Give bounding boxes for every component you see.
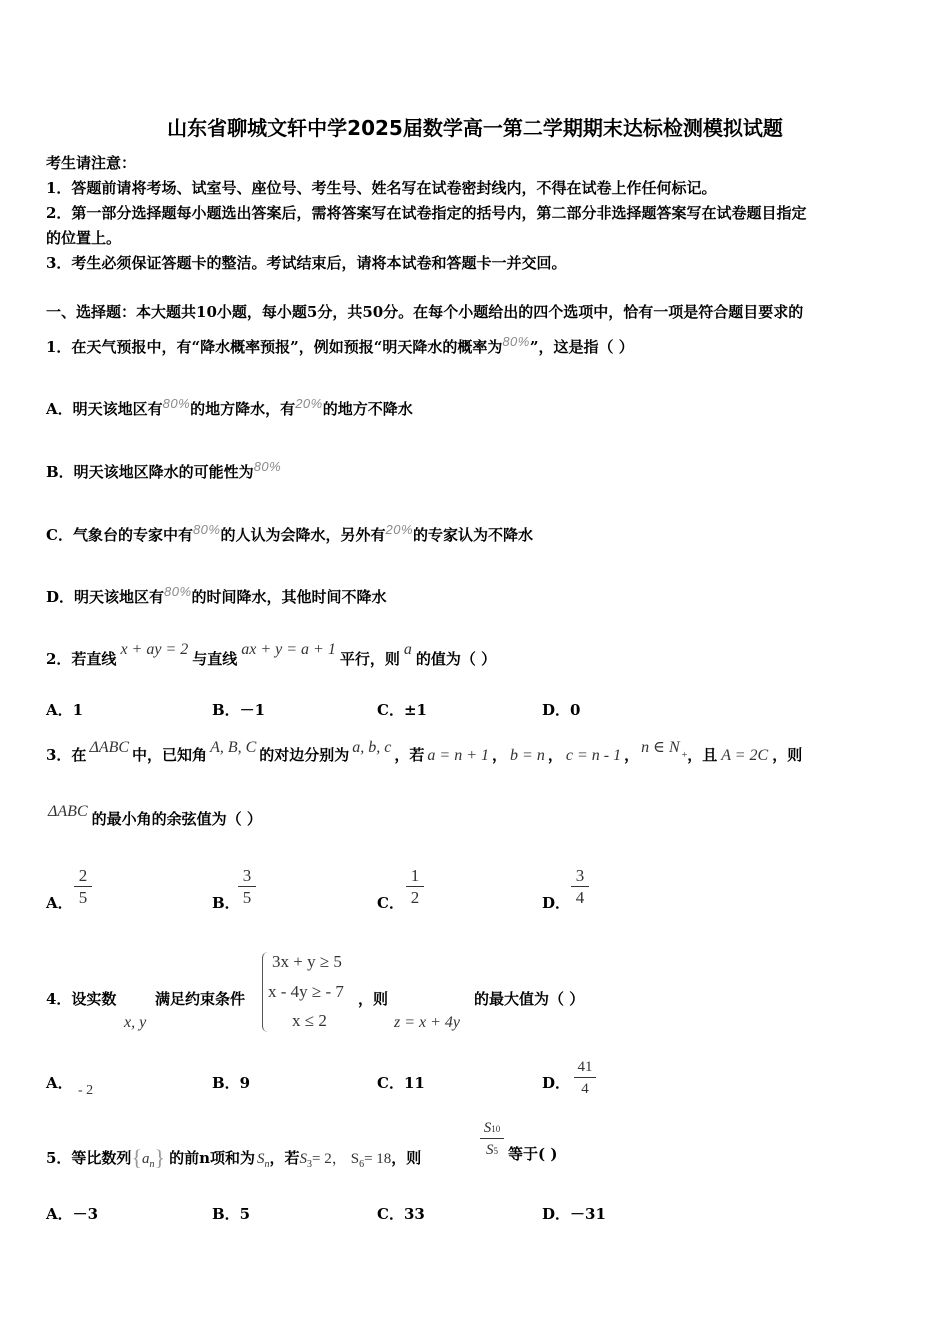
- question-1-option-c[interactable]: [46, 524, 533, 545]
- condition-n: n ∈ N: [641, 739, 680, 756]
- question-2-option-c[interactable]: C．±1: [377, 701, 427, 719]
- condition-a: a = n + 1: [427, 747, 490, 764]
- s3-value: = 2，: [312, 1151, 347, 1167]
- question-2-text: 2．若直线: [46, 650, 117, 668]
- question-5-option-a[interactable]: A．－3: [46, 1205, 99, 1223]
- question-5-option-b[interactable]: B．5: [212, 1205, 251, 1223]
- question-2-text: 与直线: [192, 650, 238, 668]
- question-3-text-end: 的最小角的余弦值为（ ）: [91, 810, 262, 828]
- triangle-symbol: ΔABC: [48, 803, 88, 820]
- option-text: B．明天该地区降水的可能性为: [46, 463, 254, 481]
- question-3-text: 的对边分别为: [259, 746, 350, 764]
- s6-value: = 18: [364, 1151, 392, 1167]
- triangle-symbol: ΔABC: [89, 739, 130, 756]
- percent-value: 20%: [295, 396, 323, 411]
- question-1-stem: [46, 336, 634, 357]
- question-2-option-d[interactable]: D．0: [542, 701, 581, 719]
- notice-item-2: 2．第一部分选择题每小题选出答案后，需将答案写在试卷指定的括号内，第二部分非选择题答案写在试卷题目指定: [46, 204, 807, 222]
- option-text: 的地方不降水: [322, 400, 413, 418]
- question-4-option-a[interactable]: A．: [46, 1074, 73, 1092]
- question-5-text: ，则: [391, 1149, 422, 1167]
- percent-value: 80%: [162, 396, 191, 411]
- question-4-text: ，则: [358, 990, 389, 1008]
- question-3-stem: 3．在 ΔABC 中，已知角 A, B, C 的对边分别为 a, b, c ，若 a = n + 1 ， b = n ， c = n - 1 ， n ∈ N +，且 A = 2C ，则: [46, 739, 803, 764]
- fraction-two-fifths: 2 5: [72, 866, 94, 907]
- question-3-text: 3．在: [46, 746, 87, 764]
- question-4-option-c[interactable]: C．11: [377, 1074, 425, 1092]
- question-3-option-b[interactable]: B．: [212, 894, 240, 912]
- subscript-n: n: [264, 1159, 270, 1170]
- constraint-2: x - 4y ≥ - 7: [268, 982, 344, 1001]
- question-3-text: 中，已知角: [132, 746, 208, 764]
- percent-value: 80%: [253, 459, 282, 474]
- condition-c: c = n - 1: [565, 747, 622, 764]
- option-text: D．明天该地区有: [46, 588, 165, 606]
- sides: a, b, c: [352, 739, 392, 756]
- option-a-value: - 2: [78, 1083, 94, 1098]
- question-4-option-d[interactable]: D．: [542, 1074, 571, 1092]
- option-text: 的人认为会降水，另外有: [220, 526, 386, 544]
- subscript-n: n: [149, 1159, 155, 1170]
- question-3-text: ，且: [687, 746, 718, 764]
- question-1-option-a[interactable]: [46, 398, 413, 419]
- question-3-text: ，若: [394, 746, 425, 764]
- percent-value: 80%: [164, 584, 192, 599]
- subscript-6: 6: [359, 1159, 365, 1170]
- question-4-text: 4．设实数: [46, 990, 117, 1008]
- sum-s6: S: [350, 1151, 360, 1167]
- constraint-3: x ≤ 2: [292, 1011, 327, 1030]
- sum-s3: S: [299, 1151, 308, 1167]
- question-3-option-d[interactable]: D．: [542, 894, 571, 912]
- option-text: C．气象台的专家中有: [46, 526, 193, 544]
- equation-line-1: x + ay = 2: [120, 641, 189, 658]
- question-2-option-a[interactable]: A．1: [46, 701, 84, 719]
- question-1-option-d[interactable]: [46, 586, 387, 607]
- ratio-fraction: S10 S5: [478, 1118, 506, 1159]
- constraint-1: 3x + y ≥ 5: [272, 952, 342, 971]
- question-5-text: 的前n项和为: [169, 1149, 255, 1167]
- condition-b: b = n: [510, 747, 545, 764]
- question-5-stem: 5．等比数列$\{a_n\}$ 的前n项和为 $S_n$，若$S_3= 2$， $S_6= 18$，则: [46, 1145, 422, 1170]
- question-2-stem: [46, 641, 497, 669]
- percent-value: 20%: [385, 522, 414, 537]
- fraction-three-fifths: 3 5: [236, 866, 258, 907]
- question-4-text-end: 的最大值为（ ）: [474, 990, 585, 1008]
- variables-xy: x, y: [124, 1014, 147, 1031]
- page-title: 山东省聊城文轩中学2025届数学高一第二学期期末达标检测模拟试题: [167, 116, 783, 140]
- question-5-option-d[interactable]: D．－31: [542, 1205, 606, 1223]
- percent-value: 80%: [502, 334, 530, 349]
- condition-angle: A = 2C: [721, 747, 769, 764]
- fraction-41-quarters: 41 4: [572, 1057, 598, 1098]
- question-5-text: ，若: [269, 1149, 300, 1167]
- fraction-three-quarters: 3 4: [569, 866, 591, 907]
- equation-line-2: ax + y = a + 1: [241, 641, 336, 658]
- angles: A, B, C: [210, 739, 257, 756]
- section-heading: 一、选择题：本大题共10小题，每小题5分，共50分。在每个小题给出的四个选项中，恰有一项是符合题目要求的: [46, 303, 804, 321]
- question-3-option-a[interactable]: A．: [46, 894, 73, 912]
- question-2-option-b[interactable]: B．－1: [212, 701, 266, 719]
- question-2-text: 平行，则: [339, 650, 400, 668]
- question-1-text: 1．在天气预报中，有“降水概率预报”，例如预报“明天降水的概率为: [46, 338, 503, 356]
- notice-item-1: 1．答题前请将考场、试室号、座位号、考生号、姓名写在试卷密封线内，不得在试卷上作任何标记。: [46, 179, 717, 197]
- variable-a: a: [403, 641, 412, 658]
- percent-value: 80%: [192, 522, 221, 537]
- question-4-text: 满足约束条件: [155, 990, 246, 1008]
- question-1-option-b[interactable]: [46, 461, 281, 482]
- option-text: 的时间降水，其他时间不降水: [191, 588, 387, 606]
- option-text: A．明天该地区有: [46, 400, 163, 418]
- question-3-option-c[interactable]: C．: [377, 894, 404, 912]
- option-text: 的地方降水，有: [190, 400, 296, 418]
- objective-function: z = x + 4y: [394, 1014, 461, 1031]
- question-3-stem-cont: [48, 803, 262, 829]
- sequence-a: a: [142, 1151, 150, 1167]
- sum-s: S: [257, 1151, 265, 1167]
- option-text: 的专家认为不降水: [413, 526, 534, 544]
- notice-item-2-cont: 的位置上。: [46, 229, 122, 247]
- question-2-text-end: 的值为（ ）: [415, 650, 497, 668]
- fraction-one-half: 1 2: [404, 866, 426, 907]
- subscript-3: 3: [307, 1159, 313, 1170]
- question-5-option-c[interactable]: C．33: [377, 1205, 425, 1223]
- question-3-text: ，则: [772, 746, 803, 764]
- question-5-text-end: 等于( ): [508, 1145, 558, 1163]
- question-4-option-b[interactable]: B．9: [212, 1074, 251, 1092]
- question-1-text-end: ”，这是指（ ）: [529, 338, 634, 356]
- subscript-plus: +: [681, 750, 688, 761]
- notice-item-3: 3．考生必须保证答题卡的整洁。考试结束后，请将本试卷和答题卡一并交回。: [46, 254, 567, 272]
- question-5-text: 5．等比数列: [46, 1149, 132, 1167]
- notice-heading: 考生请注意：: [46, 154, 137, 172]
